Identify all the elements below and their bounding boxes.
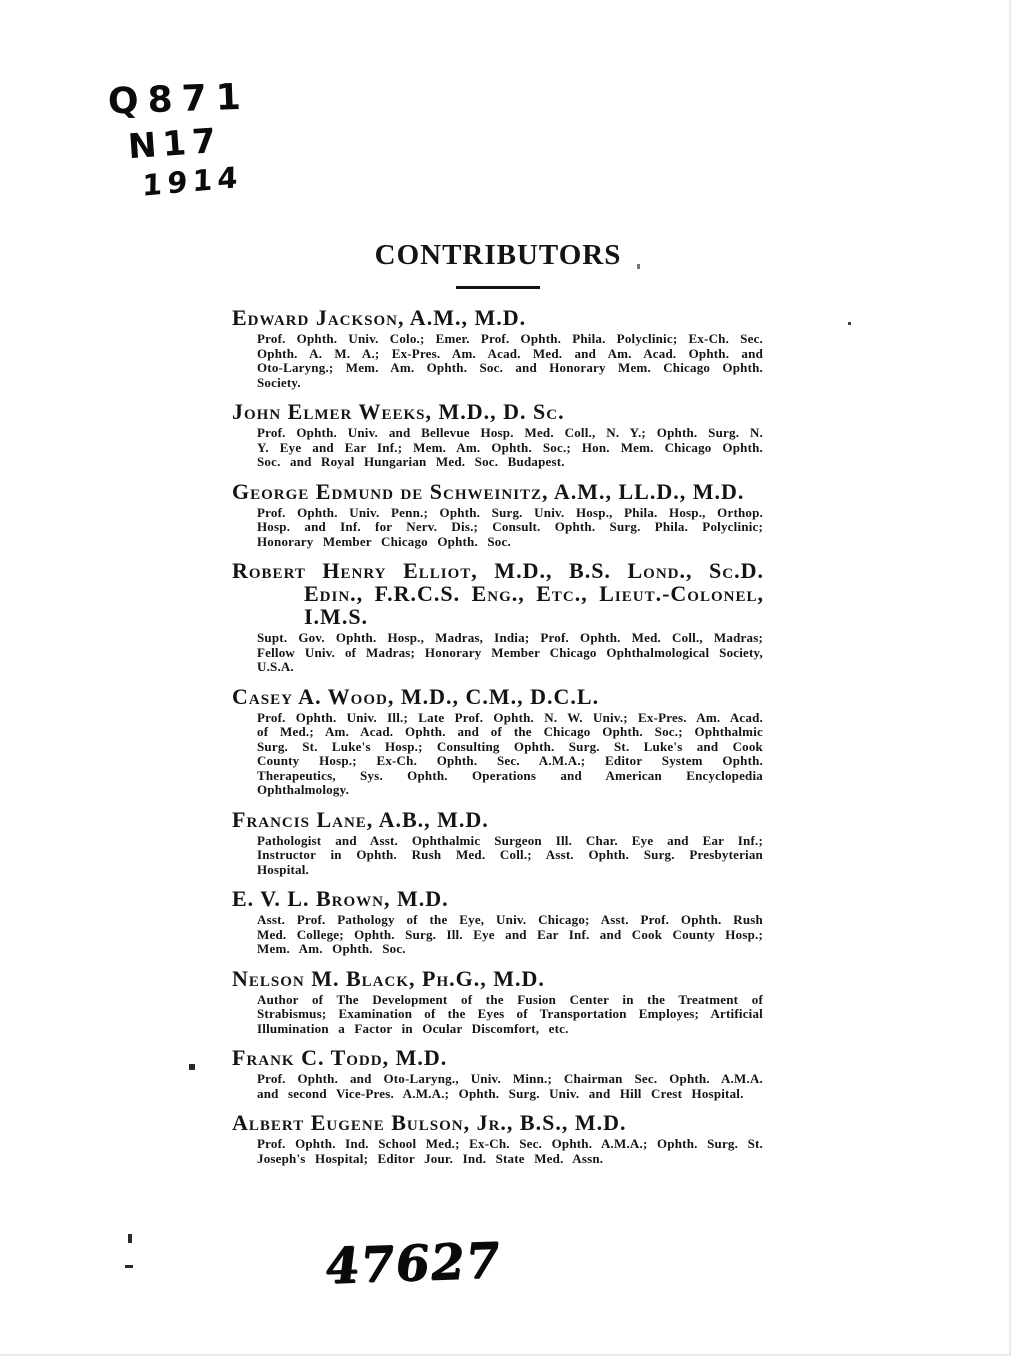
contributor-entry [232, 1046, 764, 1101]
contributor-entry [232, 306, 764, 390]
contributor-credentials: Prof. Ophth. Univ. Penn.; Ophth. Surg. Univ. Hosp., Phila. Hosp., Orthop. Hosp. and Inf. for Nerv. Dis.; Consult. Ophth. Surg. Phila. Polyclinic; Honorary Member Chicago Ophth. Soc. [257, 504, 763, 549]
scan-speck [189, 1064, 195, 1070]
contributor-entry [232, 887, 764, 957]
contributor-entry [232, 1111, 764, 1166]
call-number-line-3: 1914 [141, 159, 243, 203]
title-divider [456, 286, 540, 289]
call-number-line-2: N17 [126, 120, 224, 168]
contributor-name: Robert Henry Elliot, M.D., B.S. Lond., Sc.D. Edin., F.R.C.S. Eng., Etc., Lieut.-Colonel, I.M.S. [232, 558, 764, 629]
contributor-credentials: Asst. Prof. Pathology of the Eye, Univ. Chicago; Asst. Prof. Ophth. Rush Med. College; Ophth. Surg. Ill. Eye and Ear Inf. and Cook County Hosp.; Mem. Am. Ophth. Soc. [257, 912, 763, 956]
contributor-credentials: Prof. Ophth. Univ. and Bellevue Hosp. Med. Coll., N. Y.; Ophth. Surg. N. Y. Eye and Ear Inf.; Mem. Am. Ophth. Soc.; Hon. Mem. Chicago Ophth. Soc. and Royal Hungarian Med. Soc. Budapest. [257, 425, 763, 469]
contributor-name: Albert Eugene Bulson, Jr., B.S., M.D. [232, 1110, 627, 1135]
handwritten-call-number [107, 76, 251, 203]
contributor-name: Casey A. Wood, M.D., C.M., D.C.L. [232, 683, 600, 709]
contributor-entry [232, 400, 764, 470]
scan-speck [637, 264, 640, 269]
contributor-name: Francis Lane, A.B., M.D. [232, 806, 489, 832]
contributor-name: John Elmer Weeks, M.D., D. Sc. [232, 399, 565, 424]
contributor-credentials: Prof. Ophth. Ind. School Med.; Ex-Ch. Sec. Ophth. A.M.A.; Ophth. Surg. St. Joseph's Hospital; Editor Jour. Ind. State Med. Assn. [257, 1136, 763, 1166]
accession-number-stamp: 47627 [321, 1230, 505, 1296]
call-number-line-1: Q871 [107, 76, 251, 123]
contributor-credentials: Prof. Ophth. and Oto-Laryng., Univ. Minn.; Chairman Sec. Ophth. A.M.A. and second Vice-Pres. A.M.A.; Ophth. Surg. Univ. and Hill Crest Hospital. [257, 1071, 763, 1101]
contributor-name: E. V. L. Brown, M.D. [232, 886, 449, 911]
scan-speck [125, 1265, 133, 1268]
contributor-entry [232, 967, 764, 1037]
contributor-list [232, 306, 764, 1166]
scan-speck [848, 322, 851, 325]
contributor-credentials: Prof. Ophth. Univ. Colo.; Emer. Prof. Ophth. Phila. Polyclinic; Ex-Ch. Sec. Ophth. A. M. A.; Ex-Pres. Am. Acad. Med. and Am. Acad. Ophth. and Oto-Laryng.; Mem. Am. Ophth. Soc. and Honorary Mem. Chicago Ophth. Society. [257, 331, 763, 390]
page-header [232, 241, 764, 289]
contributor-name: George Edmund de Schweinitz, A.M., LL.D., M.D. [232, 478, 745, 504]
contributor-credentials: Supt. Gov. Ophth. Hosp., Madras, India; Prof. Ophth. Med. Coll., Madras; Fellow Univ. of Madras; Honorary Member Chicago Ophthalmological Society, U.S.A. [257, 630, 763, 674]
contributor-entry [232, 808, 764, 878]
page-title: CONTRIBUTORS [374, 239, 622, 271]
contributor-entry [232, 480, 764, 550]
contributor-entry [232, 685, 764, 798]
contributor-entry [232, 559, 764, 675]
contributor-credentials: Author of The Development of the Fusion Center in the Treatment of Strabismus; Examination of the Eyes of Transportation Employes; Artificial Illumination a Factor in Ocular Discomfort, etc. [257, 991, 763, 1036]
contributor-name: Nelson M. Black, Ph.G., M.D. [232, 965, 545, 991]
contributor-name: Frank C. Todd, M.D. [232, 1045, 448, 1070]
scan-speck [128, 1234, 132, 1243]
contributor-credentials: Pathologist and Asst. Ophthalmic Surgeon Ill. Char. Eye and Ear Inf.; Instructor in Ophth. Rush Med. Coll.; Asst. Ophth. Surg. Presbyterian Hospital. [257, 832, 763, 877]
contributor-name: Edward Jackson, A.M., M.D. [232, 305, 527, 330]
contributor-credentials: Prof. Ophth. Univ. Ill.; Late Prof. Ophth. N. W. Univ.; Ex-Pres. Am. Acad. of Med.; Am. Acad. Ophth. and of the Chicago Ophth. Soc.; Ophthalmic Surg. St. Luke's Hosp.; Consulting Ophth. Surg. St. Luke's and Cook County Hosp.; Ex-Ch. Ophth. Sec. A.M.A.; Editor System Ophth. Therapeutics, Sys. Ophth. Operations and American Encyclopedia Ophthalmology. [257, 709, 763, 797]
